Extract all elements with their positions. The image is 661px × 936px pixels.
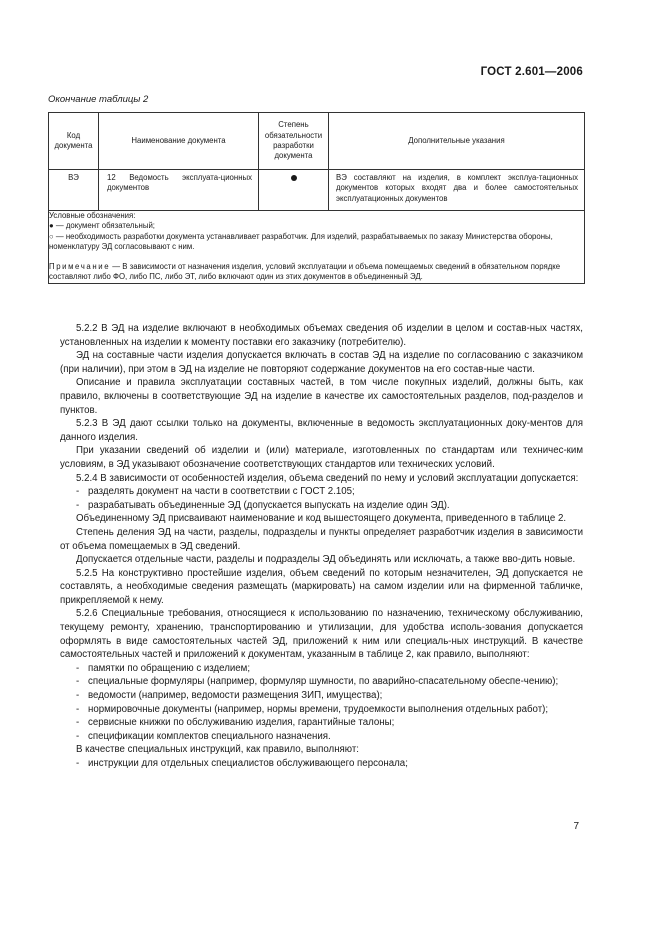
paragraph: В качестве специальных инструкций, как правило, выполняют: [76,744,359,756]
column-header-code: Код документа [49,113,99,170]
cell-obligation [259,170,329,211]
list-item: - сервисные книжки по обслуживанию изделия, гарантийные талоны; [60,716,583,730]
paragraph: Описание и правила эксплуатации составных частей, в том числе покупных изделий, должны быть, как правило, включены в соответствующие ЭД на изделие в качестве их самостоятельных разделов, под-разделов и пунктов. [60,377,583,416]
body-text [60,322,583,771]
list-item: - ведомости (например, ведомости размещения ЗИП, имущества); [60,689,583,703]
legend-optional: ○ — необходимость разработки документа устанавливает разработчик. Для изделий, разрабатываемых по заказу Министерства обороны, номенклатуру ЭД согласовывают с ним. [49,231,553,251]
list-item: - инструкции для отдельных специалистов обслуживающего персонала; [60,757,583,771]
paragraph: ЭД на составные части изделия допускается включать в состав ЭД на изделие по согласованию с заказчиком (при наличии), при этом в ЭД на изделие не повторяют содержание документов на его состав-ные части. [60,350,583,375]
legend-mandatory: ● — документ обязательный; [49,221,155,231]
column-header-obligation: Степень обязательности разработки документа [259,113,329,170]
legend-title: Условные обозначения: [49,211,136,220]
filled-circle-icon [291,175,297,181]
table-legend-cell [49,211,585,284]
column-header-notes: Дополнительные указания [329,113,585,170]
paragraph: При указании сведений об изделии и (или) материале, изготовленных по стандартам или техничес-ким условиям, в ЭД указывают обозначение соответствующих стандартов или технических условий. [60,445,583,470]
list-item: - разрабатывать объединенные ЭД (допускается выпускать на изделие один ЭД). [60,499,583,513]
documents-table [48,112,585,284]
table-note [49,262,584,283]
list-item: - спецификации комплектов специального назначения. [60,730,583,744]
cell-name: 12 Ведомость эксплуата-ционных документов [99,170,259,211]
list-item: - нормировочные документы (например, нормы времени, трудоемкости выполнения отдельных работ); [60,703,583,717]
paragraph: 5.2.5 На конструктивно простейшие изделия, объем сведений по которым незначителен, ЭД допускается не составлять, а необходимые сведения размещать (маркировать) на самом изделии или на фирменной табличке, прикрепляемой к нему. [60,567,583,606]
paragraph: 5.2.6 Специальные требования, относящиеся к использованию по назначению, техническому обслуживанию, текущему ремонту, хранению, транспортированию и утилизации, для удобства исполь-зования допускается оформлять в виде самостоятельных частей ЭД, приложений к ним или специаль-ных инструкций. В качестве самостоятельных частей и приложений к документам, указанным в таблице 2, как правило, выполняют: [60,608,583,661]
page-number: 7 [573,821,579,832]
table-notes-row [49,211,585,284]
cell-code: ВЭ [49,170,99,211]
note-label: Примечание [49,262,111,272]
column-header-name: Наименование документа [99,113,259,170]
paragraph: Допускается отдельные части, разделы и подразделы ЭД объединять или исключать, а также вво-дить новые. [76,554,576,566]
table-row [49,170,585,211]
paragraph: 5.2.2 В ЭД на изделие включают в необходимых объемах сведения об изделии в целом и состав-ных частях, установленных на изделии к моменту поставки его заказчику (потребителю). [60,323,583,348]
table-caption: Окончание таблицы 2 [48,94,149,105]
table-header-row [49,113,585,170]
note-text: — В зависимости от назначения изделия, условий эксплуатации и объема помещаемых сведений в обязательном порядке составляют либо ФО, либо ПС, либо ЭТ, либо включают один из этих документов в объединенный ЭД. [49,262,561,282]
list-item: - памятки по обращению с изделием; [60,662,583,676]
paragraph: 5.2.4 В зависимости от особенностей изделия, объема сведений по нему и условий эксплуатации допускается: [76,472,579,484]
list-item: - специальные формуляры (например, формуляр шумности, по аварийно-спасательному обеспе-чению); [60,675,583,689]
cell-notes: ВЭ составляют на изделия, в комплект эксплуа-тационных документов которых входят два и более самостоятельных эксплуатационных документов [329,170,585,211]
paragraph: Степень деления ЭД на части, разделы, подразделы и пункты определяет разработчик изделия в зависимости от объема помещаемых в ЭД сведений. [60,526,583,552]
paragraph: 5.2.3 В ЭД дают ссылки только на документы, включенные в ведомость эксплуатационных доку-ментов для данного изделия. [60,418,583,443]
list-item: - разделять документ на части в соответствии с ГОСТ 2.105; [60,485,583,499]
paragraph: Объединенному ЭД присваивают наименование и код вышестоящего документа, приведенного в таблице 2. [76,513,567,525]
standard-code: ГОСТ 2.601—2006 [480,66,583,78]
